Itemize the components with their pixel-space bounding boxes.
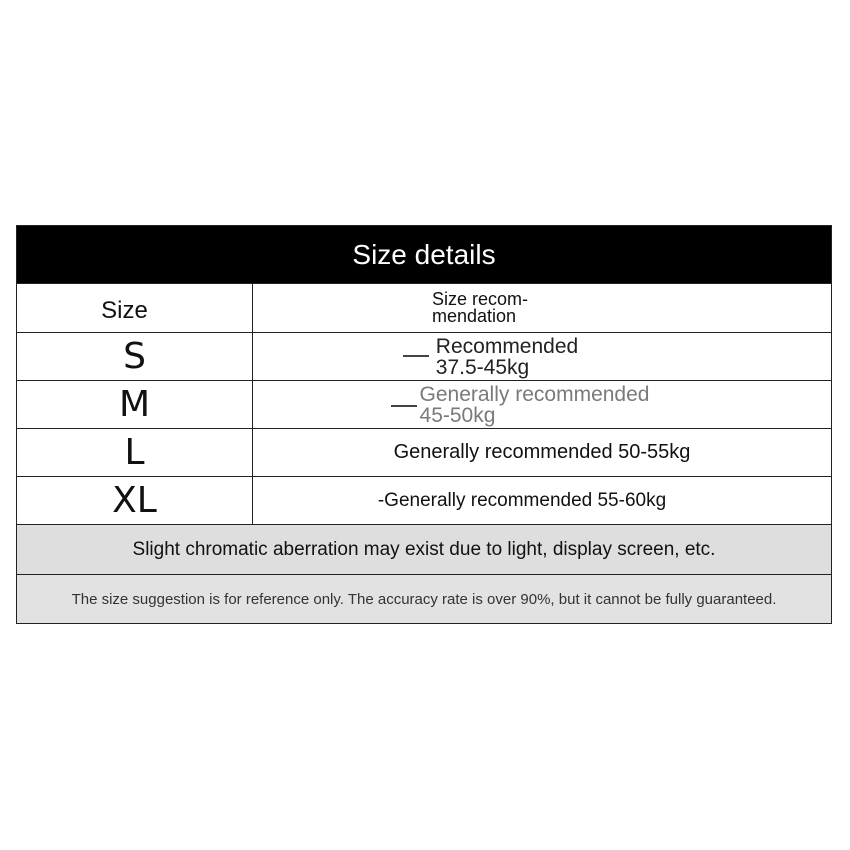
size-label-l: L	[124, 432, 145, 473]
table-row-m	[17, 381, 831, 429]
size-cell	[17, 381, 253, 428]
recommendation-m-line1: Generally recommended	[419, 382, 650, 406]
table-title: Size details	[17, 226, 831, 284]
size-column-header-cell	[17, 284, 253, 332]
recommendation-cell	[253, 429, 831, 476]
recommendation-s-line2: 37.5-45kg	[435, 355, 530, 379]
chromatic-aberration-note: Slight chromatic aberration may exist due to light, display screen, etc.	[17, 525, 831, 575]
recommendation-cell	[253, 333, 831, 380]
smudge-mark	[403, 355, 429, 357]
size-cell	[17, 333, 253, 380]
size-cell	[17, 429, 253, 476]
recommendation-cell	[253, 381, 831, 428]
size-label-xl: XL	[112, 480, 157, 521]
recommendation-l: Generally recommended 50-55kg	[393, 441, 691, 463]
recommendation-column-header-cell	[253, 284, 831, 332]
recommendation-s-line1: Recommended	[435, 334, 579, 358]
recommendation-s	[436, 336, 578, 378]
size-label-s: S	[123, 336, 146, 377]
reference-disclaimer-note: The size suggestion is for reference only. The accuracy rate is over 90%, but it cannot be fully guaranteed.	[17, 575, 831, 623]
size-label-m: M	[118, 384, 151, 425]
recommendation-cell	[253, 477, 831, 524]
table-row-l	[17, 429, 831, 477]
recommendation-m-line2: 45-50kg	[419, 403, 496, 427]
recommendation-xl: -Generally recommended 55-60kg	[377, 489, 667, 511]
recommendation-m	[420, 384, 650, 426]
recommendation-column-header: Size recom- mendation	[432, 289, 529, 326]
size-column-header: Size	[101, 297, 148, 324]
table-row-xl	[17, 477, 831, 525]
size-cell	[17, 477, 253, 524]
table-row-s	[17, 333, 831, 381]
table-header-row	[17, 284, 831, 333]
smudge-mark	[391, 405, 417, 407]
size-details-table	[16, 225, 832, 624]
